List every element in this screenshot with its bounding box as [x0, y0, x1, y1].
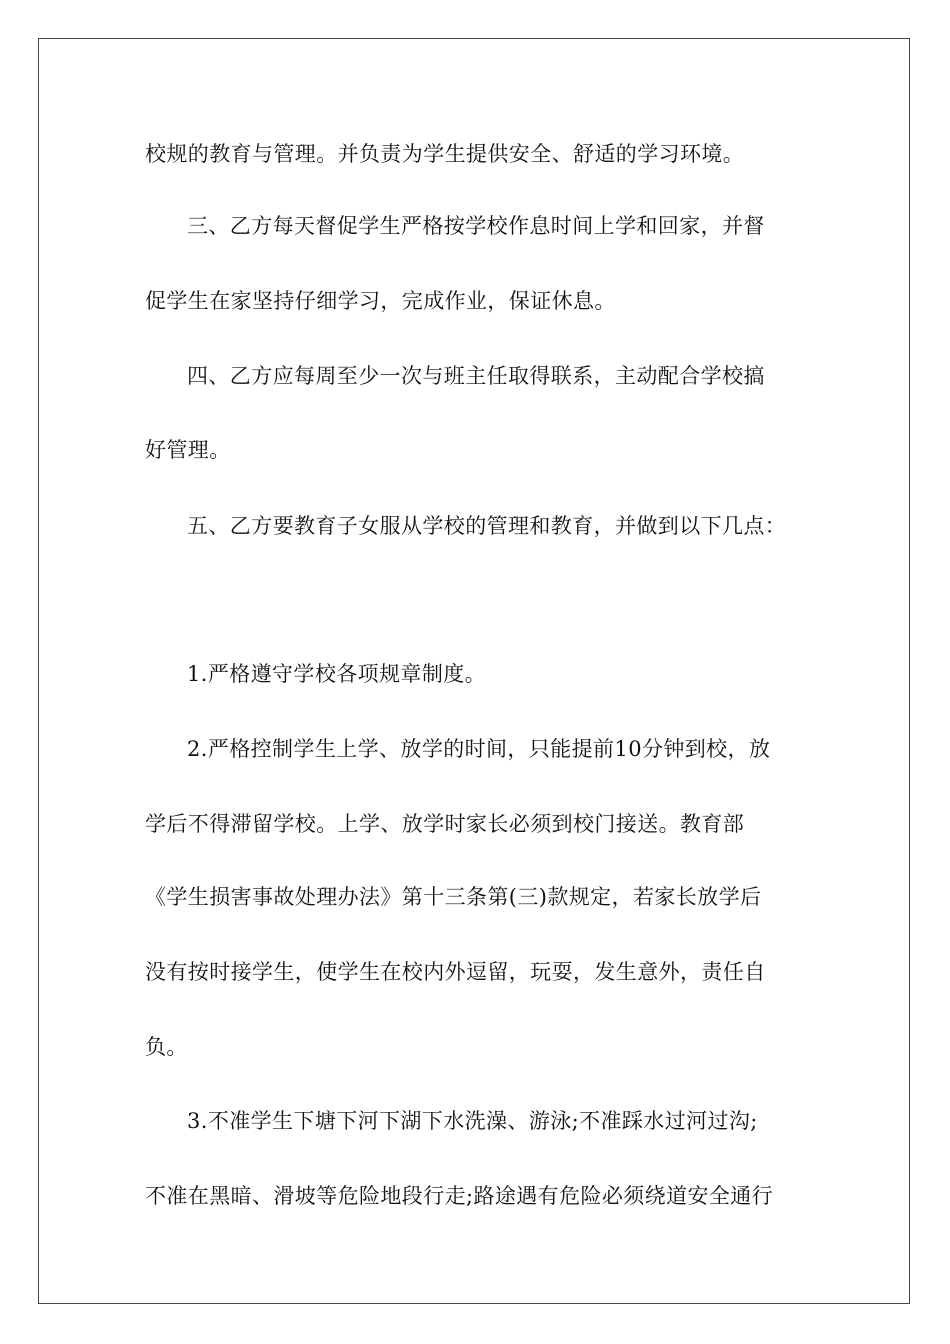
text-line-11: 没有按时接学生，使学生在校内外逗留，玩耍，发生意外，责任自: [145, 960, 766, 984]
text-line-1: 校规的教育与管理。并负责为学生提供安全、舒适的学习环境。: [145, 142, 745, 166]
text-line-12: 负。: [145, 1035, 188, 1059]
list-item-2: 2.严格控制学生上学、放学的时间，只能提前10分钟到校，放: [187, 737, 771, 761]
list-item-1: 1.严格遵守学校各项规章制度。: [187, 662, 487, 686]
text-line-14: 不准在黑暗、滑坡等危险地段行走;路途遇有危险必须绕道安全通行: [145, 1184, 774, 1208]
list-item-3: 3.不准学生下塘下河下湖下水洗澡、游泳;不准踩水过河过沟;: [187, 1109, 758, 1133]
text-line-6: 五、乙方要教育子女服从学校的管理和教育，并做到以下几点：: [187, 514, 787, 538]
text-line-10: 《学生损害事故处理办法》第十三条第(三)款规定，若家长放学后: [145, 885, 762, 909]
text-line-3: 促学生在家坚持仔细学习，完成作业，保证休息。: [145, 289, 616, 313]
text-line-5: 好管理。: [145, 438, 231, 462]
text-line-2: 三、乙方每天督促学生严格按学校作息时间上学和回家，并督: [187, 214, 765, 238]
text-line-4: 四、乙方应每周至少一次与班主任取得联系，主动配合学校搞: [187, 364, 765, 388]
text-line-9: 学后不得滞留学校。上学、放学时家长必须到校门接送。教育部: [145, 812, 745, 836]
